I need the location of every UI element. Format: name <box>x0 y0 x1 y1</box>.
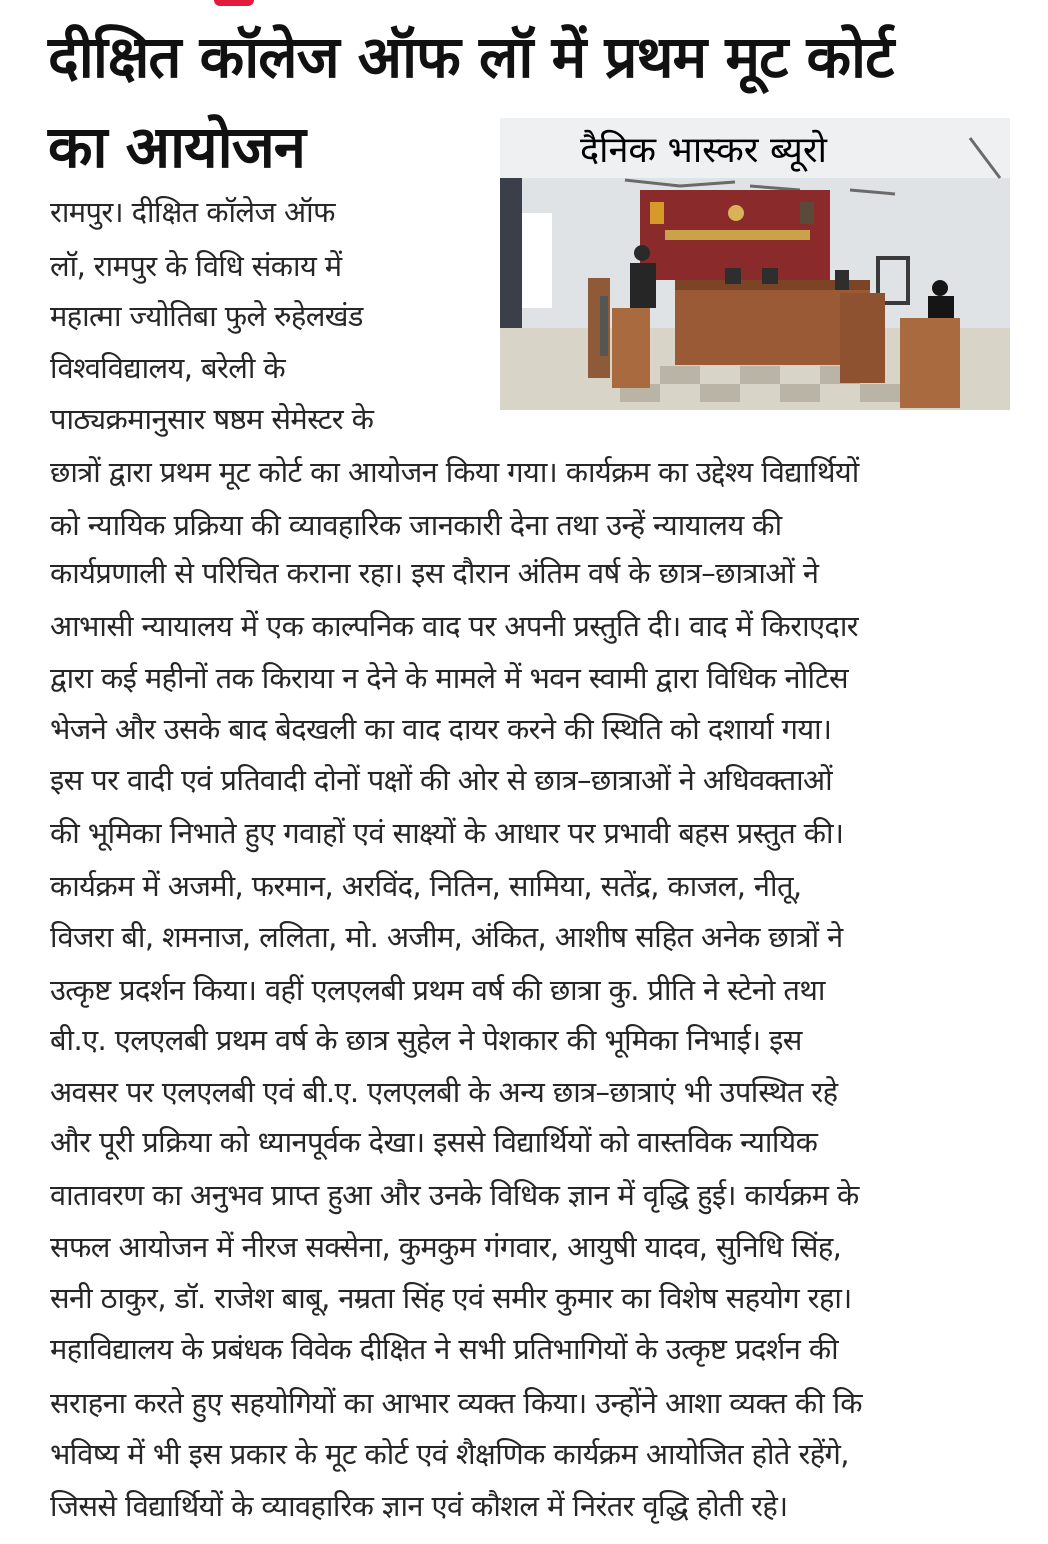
body-line: लॉ, रामपुर के विधि संकाय में <box>50 249 342 283</box>
body-line: महात्मा ज्योतिबा फुले रुहेलखंड <box>50 299 363 333</box>
body-line: भविष्य में भी इस प्रकार के मूट कोर्ट एवं शैक्षणिक कार्यक्रम आयोजित होते रहेंगे, <box>50 1437 849 1471</box>
body-line: विश्वविद्यालय, बरेली के <box>50 351 286 385</box>
body-line: भेजने और उसके बाद बेदखली का वाद दायर करने की स्थिति को दशार्या गया। <box>50 712 832 746</box>
body-line: रामपुर। दीक्षित कॉलेज ऑफ <box>50 195 335 229</box>
headline-line-2: का आयोजन <box>48 113 305 181</box>
body-line: सराहना करते हुए सहयोगियों का आभार व्यक्त किया। उन्होंने आशा व्यक्त की कि <box>50 1386 862 1420</box>
body-line: अवसर पर एलएलबी एवं बी.ए. एलएलबी के अन्य छात्र–छात्राएं भी उपस्थित रहे <box>50 1075 838 1109</box>
body-line: कार्यप्रणाली से परिचित कराना रहा। इस दौरान अंतिम वर्ष के छात्र–छात्राओं ने <box>50 556 819 590</box>
body-line: विजरा बी, शमनाज, ललिता, मो. अजीम, अंकित, आशीष सहित अनेक छात्रों ने <box>50 920 843 954</box>
body-line: सनी ठाकुर, डॉ. राजेश बाबू, नम्रता सिंह एवं समीर कुमार का विशेष सहयोग रहा। <box>50 1281 852 1315</box>
body-line: पाठ्यक्रमानुसार षष्ठम सेमेस्टर के <box>50 402 374 436</box>
body-line: की भूमिका निभाते हुए गवाहों एवं साक्ष्यों के आधार पर प्रभावी बहस प्रस्तुत की। <box>50 816 844 850</box>
body-line: जिससे विद्यार्थियों के व्यावहारिक ज्ञान एवं कौशल में निरंतर वृद्धि होती रहे। <box>50 1489 788 1523</box>
body-line: उत्कृष्ट प्रदर्शन किया। वहीं एलएलबी प्रथम वर्ष की छात्रा कु. प्रीति ने स्टेनो तथा <box>50 973 825 1007</box>
body-line: आभासी न्यायालय में एक काल्पनिक वाद पर अपनी प्रस्तुति दी। वाद में किराएदार <box>50 609 858 643</box>
body-line: छात्रों द्वारा प्रथम मूट कोर्ट का आयोजन किया गया। कार्यक्रम का उद्देश्य विद्यार्थियों <box>50 455 859 489</box>
body-line: द्वारा कई महीनों तक किराया न देने के मामले में भवन स्वामी द्वारा विधिक नोटिस <box>50 661 849 695</box>
headline-line-1: दीक्षित कॉलेज ऑफ लॉ में प्रथम मूट कोर्ट <box>48 23 894 91</box>
body-line: इस पर वादी एवं प्रतिवादी दोनों पक्षों की ओर से छात्र–छात्राओं ने अधिवक्ताओं <box>50 763 833 797</box>
body-line: वातावरण का अनुभव प्राप्त हुआ और उनके विधिक ज्ञान में वृद्धि हुई। कार्यक्रम के <box>50 1178 859 1212</box>
body-line: कार्यक्रम में अजमी, फरमान, अरविंद, नितिन, सामिया, सतेंद्र, काजल, नीतू, <box>50 869 802 903</box>
body-line: महाविद्यालय के प्रबंधक विवेक दीक्षित ने सभी प्रतिभागियों के उत्कृष्ट प्रदर्शन की <box>50 1332 839 1366</box>
body-line: को न्यायिक प्रक्रिया की व्यावहारिक जानकारी देना तथा उन्हें न्यायालय की <box>50 508 782 542</box>
photo-credit: दैनिक भास्कर ब्यूरो <box>580 130 827 171</box>
body-line: सफल आयोजन में नीरज सक्सेना, कुमकुम गंगवार, आयुषी यादव, सुनिधि सिंह, <box>50 1230 842 1264</box>
moot-court-photo <box>500 118 1010 410</box>
top-accent-bar <box>214 0 254 6</box>
body-line: बी.ए. एलएलबी प्रथम वर्ष के छात्र सुहेल ने पेशकार की भूमिका निभाई। इस <box>50 1023 802 1057</box>
body-line: और पूरी प्रक्रिया को ध्यानपूर्वक देखा। इससे विद्यार्थियों को वास्तविक न्यायिक <box>50 1125 818 1159</box>
